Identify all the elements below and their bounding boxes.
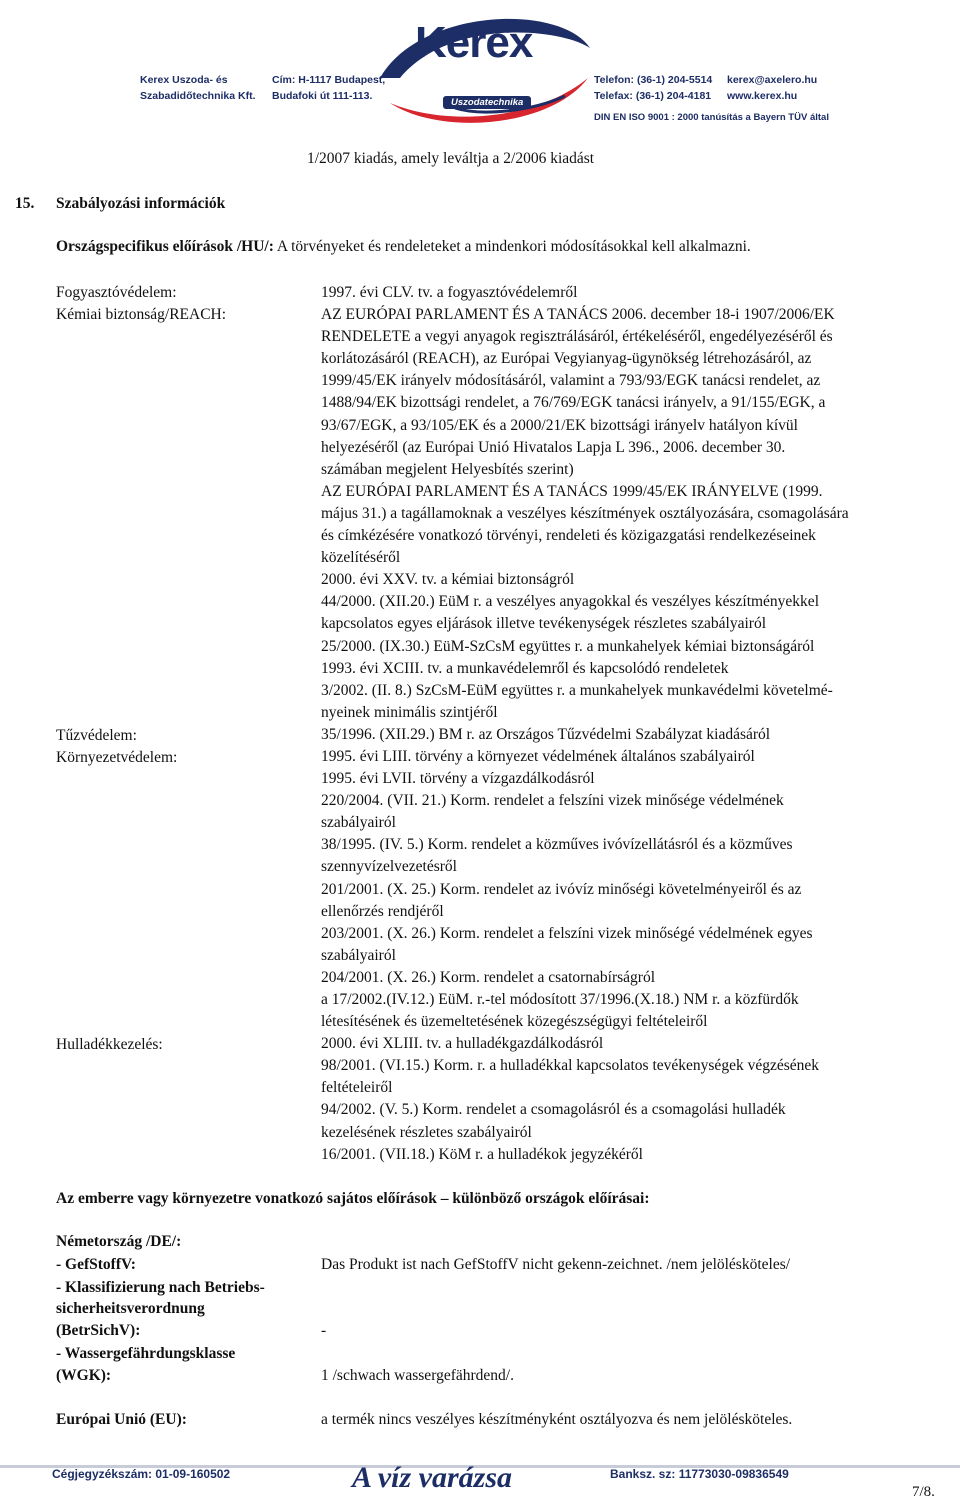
regulation-line: 2000. évi XXV. tv. a kémiai biztonságról [321,571,575,589]
label-waste-management: Hulladékkezelés: [56,1036,163,1053]
regulation-line: feltételeiről [321,1079,393,1097]
regulation-line: RENDELETE a vegyi anyagok regisztrálásáról, értékeléséről, engedélyezéséről és [321,328,833,346]
logo-wordmark: Kerex [415,18,533,67]
regulation-line: 35/1996. (XII.29.) BM r. az Országos Tűzvédelmi Szabályzat kiadásáról [321,725,771,743]
regulation-line: korlátozásáról (REACH), az Európai Vegyianyag-ügynökség létrehozásáról, az [321,350,812,368]
regulation-line: 1995. évi LVII. törvény a vízgazdálkodásról [321,770,595,788]
regulation-line: 93/67/EGK, a 93/105/EK és a 2000/21/EK bizottsági irányelv hatályon kívül [321,416,798,434]
regulation-line: 220/2004. (VII. 21.) Korm. rendelet a felszíni vizek minősége védelmének [321,792,784,810]
company-name-line-1: Kerex Uszoda- és [140,74,228,86]
regulation-line: 25/2000. (IX.30.) EüM-SzCsM együttes r. a munkahelyek kémiai biztonságáról [321,637,815,655]
email-address: kerex@axelero.hu [727,74,818,86]
wgk-value: 1 /schwach wassergefährdend/. [321,1367,514,1384]
bank-account-number: Banksz. sz: 11773030-09836549 [610,1467,789,1481]
regulation-line: május 31.) a tagállamoknak a veszélyes készítmények osztályozására, csomagolására [321,504,849,522]
betrsichv-label-1: - Klassifizierung nach Betriebs- [56,1279,265,1296]
letterhead [0,0,960,135]
company-name-line-2: Szabadidőtechnika Kft. [140,90,256,102]
gefstoffv-value: Das Produkt ist nach GefStoffV nicht gekenn-zeichnet. /nem jelölésköteles/ [321,1256,791,1273]
regulation-line: 201/2001. (X. 25.) Korm. rendelet az ivóvíz minőségi követelményeiről és az [321,880,802,898]
regulation-line: 38/1995. (IV. 5.) Korm. rendelet a közműves ivóvízellátásról és a közműves [321,836,793,854]
wgk-label-2: (WGK): [56,1367,112,1384]
footer-band [0,1455,960,1509]
footer-slogan: A víz varázsa [352,1461,513,1494]
website-address: www.kerex.hu [727,90,798,102]
regulation-line: 1993. évi XCIII. tv. a munkavédelemről és kapcsolódó rendeletek [321,659,729,677]
gefstoffv-label: - GefStoffV: [56,1256,136,1273]
regulation-line: 203/2001. (X. 26.) Korm. rendelet a felszíni vizek minőségé védelmének egyes [321,924,813,942]
label-environmental-protection: Környezetvédelem: [56,749,178,766]
phone-number: Telefon: (36-1) 204-5514 [594,74,713,86]
regulation-line: létesítésének és üzemeltetésének közegészségügyi feltételeiről [321,1013,708,1031]
eu-label: Európai Unió (EU): [56,1411,187,1428]
company-registry-number: Cégjegyzékszám: 01-09-160502 [52,1467,231,1481]
regulation-line: szennyvízelvezetésről [321,858,457,876]
regulation-line: 16/2001. (VII.18.) KöM r. a hulladékok jegyzékéről [321,1145,643,1163]
regulation-line: helyezéséről (az Európai Unió Hivatalos Lapja L 396., 2006. december 30. [321,438,786,456]
betrsichv-label-3: (BetrSichV): [56,1322,141,1339]
regulation-line: AZ EURÓPAI PARLAMENT ÉS A TANÁCS 2006. december 18-i 1907/2006/EK [321,306,835,324]
regulation-line: 1999/45/EK irányelv módosításáról, valamint a 793/93/EGK tanácsi rendelet, az [321,372,821,390]
regulation-line: szabályairól [321,814,396,832]
section-title: Szabályozási információk [56,195,226,212]
label-fire-protection: Tűzvédelem: [56,727,137,744]
regulation-line: 204/2001. (X. 26.) Korm. rendelet a csatornabírságról [321,968,656,986]
regulations-list [321,282,849,1166]
regulation-line: 44/2000. (XII.20.) EüM r. a veszélyes anyagokkal és veszélyes készítményekkel [321,593,819,611]
regulation-line: számában megjelent Helyesbítés szerint) [321,460,574,478]
regulation-line: közelítéséről [321,549,401,567]
section-number: 15. [15,195,35,212]
germany-heading: Németország /DE/: [56,1233,182,1250]
regulation-line: 2000. évi XLIII. tv. a hulladékgazdálkodásról [321,1035,604,1053]
regulation-line: kezelésének részletes szabályairól [321,1123,532,1141]
regulation-line: 98/2001. (VI.15.) Korm. r. a hulladékkal kapcsolatos tevékenységek végzésének [321,1057,819,1075]
regulation-line: 1995. évi LIII. törvény a környezet védelmének általános szabályairól [321,747,755,765]
company-address-line-1: Cím: H-1117 Budapest, [272,74,386,86]
regulation-line: ellenőrzés rendjéről [321,902,444,920]
wgk-label-1: - Wassergefährdungsklasse [56,1345,236,1362]
regulation-line: a 17/2002.(IV.12.) EüM. r.-tel módosított 37/1996.(X.18.) NM r. a közfürdők [321,991,799,1008]
betrsichv-label-2: sicherheitsverordnung [56,1300,205,1317]
company-address-line-2: Budafoki út 111-113. [272,90,373,102]
regulation-line: 94/2002. (V. 5.) Korm. rendelet a csomagolásról és a csomagolási hulladék [321,1101,786,1119]
regulation-line: 1997. évi CLV. tv. a fogyasztóvédelemről [321,284,578,301]
regulation-line: 1488/94/EK bizottsági rendelet, a 76/769/EGK tanácsi irányelv, a 91/155/EGK, a [321,394,826,412]
regulation-line: kapcsolatos egyes eljárások illetve tevékenységek részletes szabályairól [321,615,767,633]
logo-subtitle: Uszodatechnika [443,96,531,109]
regulation-line: nyeinek minimális szintjéről [321,703,498,721]
regulation-line: 3/2002. (II. 8.) SzCsM-EüM együttes r. a munkahelyek munkavédelmi követelmé- [321,681,833,699]
iso-certification-note: DIN EN ISO 9001 : 2000 tanúsítás a Bayern TÜV által [594,112,829,123]
regulation-line: szabályairól [321,946,396,964]
edition-line: 1/2007 kiadás, amely leváltja a 2/2006 kiadást [307,150,595,167]
eu-value: a termék nincs veszélyes készítményként osztályozva és nem jelölésköteles. [321,1411,793,1428]
label-consumer-protection: Fogyasztóvédelem: [56,284,177,301]
betrsichv-value: - [321,1322,327,1339]
country-rule-text: A törvényeket és rendeleteket a mindenkori módosításokkal kell alkalmazni. [276,238,751,255]
country-rule [56,236,751,258]
special-provisions-heading: Az emberre vagy környezetre vonatkozó sajátos előírások – különböző országok előírásai: [56,1190,650,1207]
fax-number: Telefax: (36-1) 204-4181 [594,90,712,102]
regulation-line: és címkézésére vonatkozó törvényi, rendeleti és közigazgatási rendelkezéseinek [321,527,816,545]
label-chemical-safety: Kémiai biztonság/REACH: [56,306,227,323]
country-rule-label: Országspecifikus előírások /HU/: [56,238,274,255]
regulation-line: AZ EURÓPAI PARLAMENT ÉS A TANÁCS 1999/45/EK IRÁNYELVE (1999. [321,482,823,500]
page-number: 7/8. [912,1484,935,1500]
